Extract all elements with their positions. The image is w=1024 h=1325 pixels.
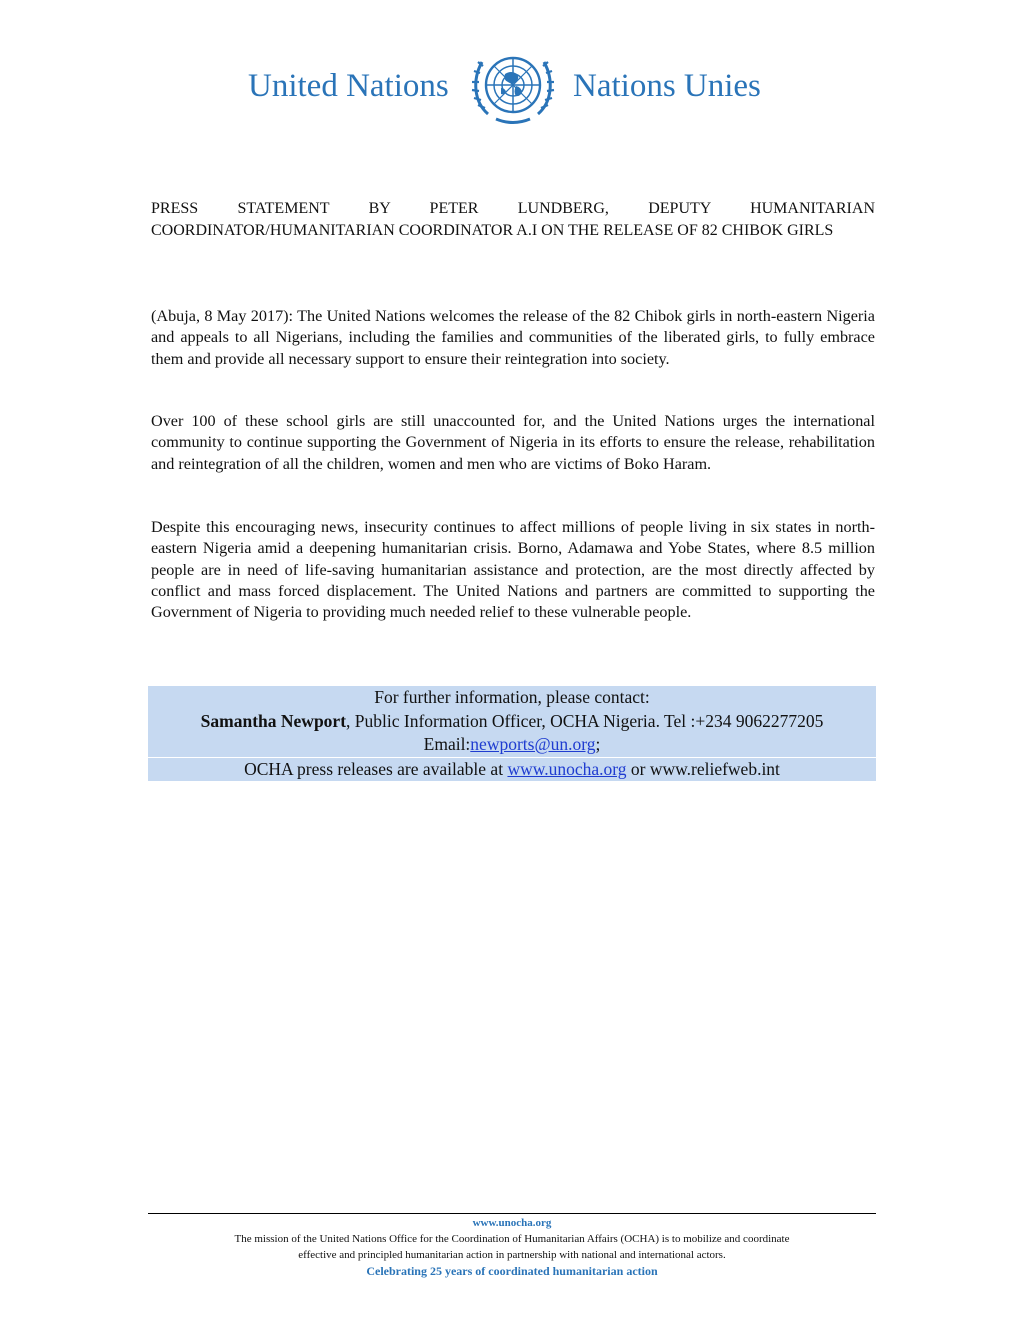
press-statement-title: PRESS STATEMENT BY PETER LUNDBERG, DEPUTY HUMANITARIAN COORDINATOR/HUMANITARIAN COORDINATOR A.I ON THE RELEASE OF 82 CHIBOK GIRLS <box>151 200 875 239</box>
email-suffix: ; <box>595 734 601 754</box>
footer-divider <box>148 1213 876 1214</box>
email-label: Email: <box>423 734 471 754</box>
org-name-french: Nations Unies <box>573 68 761 104</box>
press-label: OCHA press releases are available at <box>244 758 508 779</box>
contact-box <box>148 686 876 781</box>
contact-details: , Public Information Officer, OCHA Nigeria. Tel :+234 9062277205 <box>346 710 824 731</box>
org-name-english: United Nations <box>248 68 449 104</box>
press-releases-line <box>148 757 876 782</box>
body-paragraph-2: Over 100 of these school girls are still unaccounted for, and the United Nations urges the international community to continue supporting the Government of Nigeria in its efforts to ensure the release, rehabilitation and reintegration of all the children, women and men who are victims of Boko Haram. <box>151 412 875 473</box>
contact-email-line <box>148 733 876 757</box>
un-emblem-icon <box>468 44 558 128</box>
contact-person-line <box>148 710 876 734</box>
email-link[interactable]: newports@un.org <box>470 734 596 754</box>
body-paragraph-1: (Abuja, 8 May 2017): The United Nations welcomes the release of the 82 Chibok girls in north-eastern Nigeria and appeals to all Nigerians, including the families and communities of the liberated girls, to fully embrace them and provide all necessary support to ensure their reintegration into society. <box>151 307 875 368</box>
footer-url[interactable]: www.unocha.org <box>472 1217 552 1229</box>
footer-mission-line-1: The mission of the United Nations Office for the Coordination of Humanitarian Affairs (OCHA) is to mobilize and coordinate <box>234 1233 790 1245</box>
footer <box>148 1216 876 1279</box>
body-paragraph-3: Despite this encouraging news, insecurity continues to affect millions of people living in six states in north-eastern Nigeria amid a deepening humanitarian crisis. Borno, Adamawa and Yobe States, where 8.5 million people are in need of life-saving humanitarian assistance and protection, are the most directly affected by conflict and mass forced displacement. The United Nations and partners are committed to supporting the Government of Nigeria to providing much needed relief to these vulnerable people. <box>151 518 875 622</box>
press-or-reliefweb: or www.reliefweb.int <box>626 758 780 779</box>
footer-tagline: Celebrating 25 years of coordinated humanitarian action <box>366 1264 658 1278</box>
contact-intro: For further information, please contact: <box>374 687 650 707</box>
unocha-link[interactable]: www.unocha.org <box>507 758 627 779</box>
footer-mission-line-2: effective and principled humanitarian action in partnership with national and international actors. <box>298 1249 726 1261</box>
contact-name: Samantha Newport <box>200 710 347 731</box>
